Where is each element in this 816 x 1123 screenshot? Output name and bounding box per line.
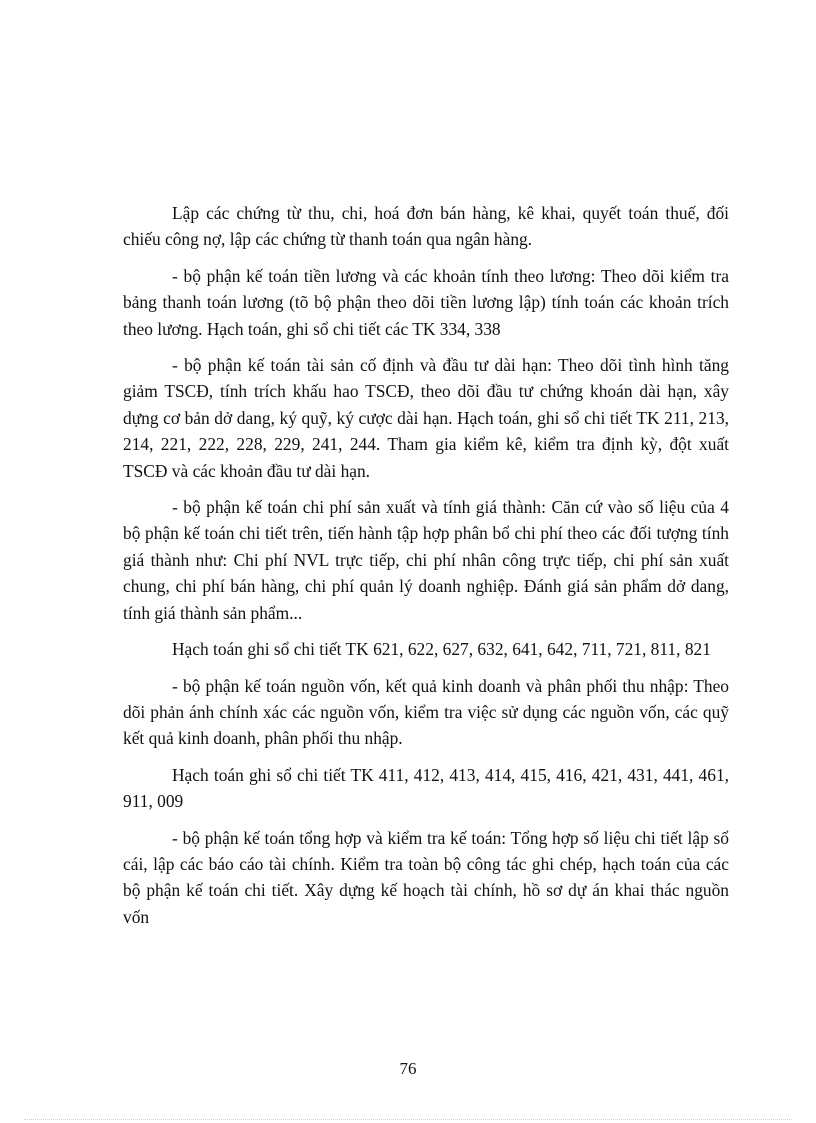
- page-edge-divider: [24, 1119, 792, 1120]
- paragraph-payroll-accounting: - bộ phận kế toán tiền lương và các khoản tính theo lương: Theo dõi kiểm tra bảng thanh toán lương (tõ bộ phận theo dõi tiền lương lập) tính toán các khoản trích theo lương. Hạch toán, ghi sổ chi tiết các TK 334, 338: [123, 265, 729, 339]
- paragraph-production-cost-accounting: - bộ phận kế toán chi phí sản xuất và tính giá thành: Căn cứ vào số liệu của 4 bộ phận kế toán chi tiết trên, tiến hành tập hợp phân bổ chi phí theo các đối tượng tính giá thành như: Chi phí NVL trực tiếp, chi phí nhân công trực tiếp, chi phí sản xuất chung, chi phí bán hàng, chi phí quản lý doanh nghiệp. Đánh giá sản phẩm dở dang, tính giá thành sản phẩm...: [123, 497, 729, 623]
- paragraph-cost-ledger-accounts: Hạch toán ghi sổ chi tiết TK 621, 622, 627, 632, 641, 642, 711, 721, 811, 821: [172, 639, 711, 660]
- paragraph-capital-results-accounting: - bộ phận kế toán nguồn vốn, kết quả kinh doanh và phân phối thu nhập: Theo dõi phản ánh chính xác các nguồn vốn, kiểm tra việc sử dụng các nguồn vốn, các quỹ kết quả kinh doanh, phân phối thu nhập.: [123, 675, 729, 749]
- paragraph-fixed-assets-accounting: - bộ phận kế toán tài sản cố định và đầu tư dài hạn: Theo dõi tình hình tăng giảm TSCĐ, tính trích khấu hao TSCĐ, theo dõi đầu tư chứng khoán dài hạn, xây dựng cơ bản dở dang, ký quỹ, ký cược dài hạn. Hạch toán, ghi sổ chi tiết TK 211, 213, 214, 221, 222, 228, 229, 241, 244. Tham gia kiểm kê, kiểm tra định kỳ, đột xuất TSCĐ và các khoản đầu tư dài hạn.: [123, 355, 729, 481]
- paragraph-documents: Lập các chứng từ thu, chi, hoá đơn bán hàng, kê khai, quyết toán thuế, đối chiếu công nợ, lập các chứng từ thanh toán qua ngân hàng.: [123, 203, 729, 250]
- paragraph-general-accounting: - bộ phận kế toán tổng hợp và kiểm tra kế toán: Tổng hợp số liệu chi tiết lập sổ cái, lập các báo cáo tài chính. Kiểm tra toàn bộ công tác ghi chép, hạch toán của các bộ phận kế toán chi tiết. Xây dựng kế hoạch tài chính, hồ sơ dự án khai thác nguồn vốn: [123, 827, 729, 927]
- paragraph-capital-ledger-accounts: Hạch toán ghi sổ chi tiết TK 411, 412, 413, 414, 415, 416, 421, 431, 441, 461, 911, 009: [123, 764, 729, 812]
- page-body: [123, 200, 729, 940]
- page-number: 76: [399, 1059, 417, 1078]
